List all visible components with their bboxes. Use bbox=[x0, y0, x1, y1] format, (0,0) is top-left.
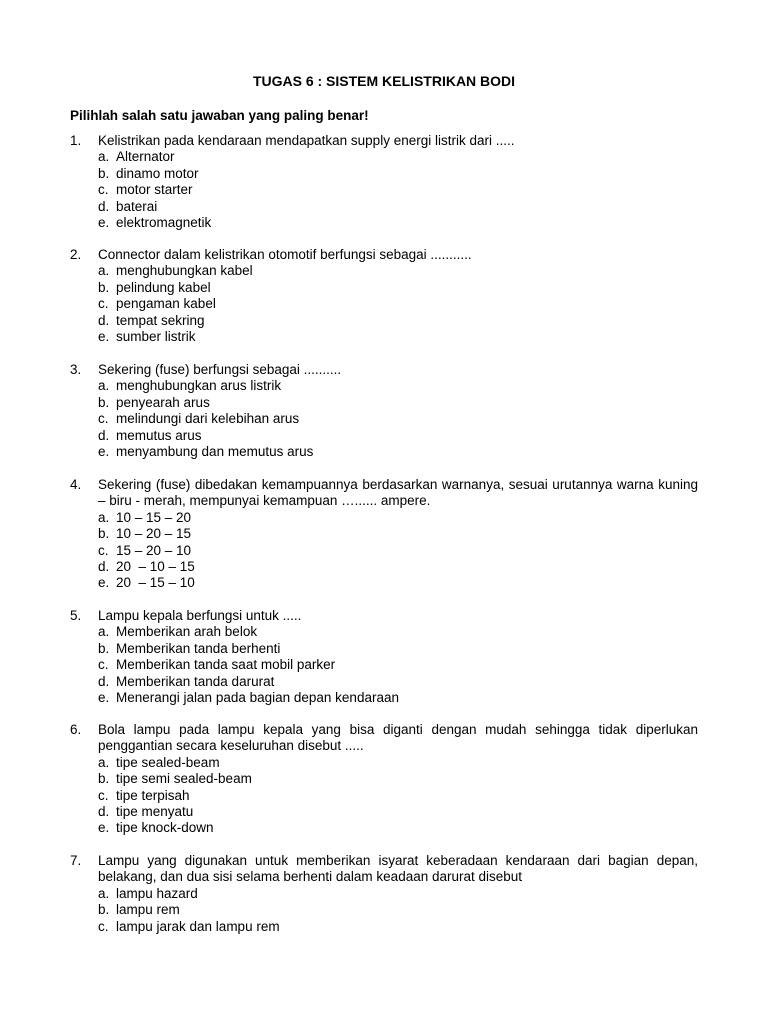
option-letter: d. bbox=[98, 804, 110, 820]
option-e[interactable] bbox=[98, 690, 698, 706]
option-b[interactable] bbox=[98, 771, 698, 787]
option-text: 20 – 15 – 10 bbox=[116, 575, 195, 591]
option-text: menyambung dan memutus arus bbox=[116, 444, 314, 460]
option-d[interactable] bbox=[98, 428, 698, 444]
option-text: 20 – 10 – 15 bbox=[116, 559, 195, 575]
option-letter: d. bbox=[98, 312, 110, 328]
question-2 bbox=[70, 247, 698, 345]
question-text: Lampu yang digunakan untuk memberikan isyarat keberadaan kendaraan dari bagian depan, belakang, dan dua sisi selama berhenti dalam keadaan darurat disebut bbox=[98, 853, 698, 885]
option-text: pelindung kabel bbox=[116, 279, 211, 295]
option-text: motor starter bbox=[116, 182, 193, 198]
option-a[interactable] bbox=[98, 755, 698, 771]
option-letter: a. bbox=[98, 149, 110, 165]
question-5 bbox=[70, 608, 698, 706]
option-letter: d. bbox=[98, 198, 110, 214]
question-text: Lampu kepala berfungsi untuk ..... bbox=[98, 608, 302, 623]
option-c[interactable] bbox=[98, 657, 698, 673]
option-d[interactable] bbox=[98, 804, 698, 820]
question-text: Kelistrikan pada kendaraan mendapatkan supply energi listrik dari ..... bbox=[98, 133, 515, 148]
option-text: Memberikan tanda berhenti bbox=[116, 640, 281, 656]
option-letter: c. bbox=[98, 296, 109, 312]
option-text: Menerangi jalan pada bagian depan kendaraan bbox=[116, 690, 399, 706]
option-letter: d. bbox=[98, 673, 110, 689]
option-text: tipe terpisah bbox=[116, 787, 190, 803]
question-number: 6. bbox=[70, 722, 82, 737]
question-6 bbox=[70, 722, 698, 837]
question-text: Sekering (fuse) dibedakan kemampuannya berdasarkan warnanya, sesuai urutannya warna kuning – biru - merah, mempunyai kemampuan …...... ampere. bbox=[98, 477, 698, 509]
option-letter: a. bbox=[98, 754, 110, 770]
option-a[interactable] bbox=[98, 149, 698, 165]
option-a[interactable] bbox=[98, 624, 698, 640]
option-c[interactable] bbox=[98, 296, 698, 312]
question-text: Bola lampu pada lampu kepala yang bisa diganti dengan mudah sehingga tidak diperlukan penggantian secara keseluruhan disebut ..... bbox=[98, 722, 698, 754]
option-letter: e. bbox=[98, 215, 110, 231]
option-e[interactable] bbox=[98, 820, 698, 836]
option-d[interactable] bbox=[98, 313, 698, 329]
option-d[interactable] bbox=[98, 199, 698, 215]
option-d[interactable] bbox=[98, 674, 698, 690]
option-letter: d. bbox=[98, 427, 110, 443]
option-a[interactable] bbox=[98, 886, 698, 902]
option-text: Memberikan tanda darurat bbox=[116, 673, 275, 689]
option-letter: b. bbox=[98, 640, 110, 656]
option-letter: c. bbox=[98, 542, 109, 558]
question-number: 5. bbox=[70, 608, 82, 623]
option-letter: e. bbox=[98, 820, 110, 836]
option-e[interactable] bbox=[98, 444, 698, 460]
page-title: TUGAS 6 : SISTEM KELISTRIKAN BODI bbox=[252, 73, 516, 89]
option-b[interactable] bbox=[98, 902, 698, 918]
option-text: menghubungkan kabel bbox=[116, 263, 253, 279]
option-letter: c. bbox=[98, 411, 109, 427]
option-list bbox=[70, 149, 698, 231]
option-letter: d. bbox=[98, 559, 110, 575]
option-a[interactable] bbox=[98, 263, 698, 279]
option-letter: a. bbox=[98, 263, 110, 279]
option-letter: b. bbox=[98, 279, 110, 295]
option-e[interactable] bbox=[98, 215, 698, 231]
option-text: tempat sekring bbox=[116, 312, 205, 328]
option-list bbox=[70, 624, 698, 706]
option-text: pengaman kabel bbox=[116, 296, 216, 312]
option-list bbox=[70, 755, 698, 837]
option-letter: c. bbox=[98, 918, 109, 934]
question-text: Connector dalam kelistrikan otomotif berfungsi sebagai ........... bbox=[98, 247, 472, 262]
option-text: tipe sealed-beam bbox=[116, 754, 220, 770]
question-number: 3. bbox=[70, 362, 82, 377]
option-letter: a. bbox=[98, 378, 110, 394]
option-letter: b. bbox=[98, 902, 110, 918]
option-letter: c. bbox=[98, 787, 109, 803]
option-letter: e. bbox=[98, 444, 110, 460]
option-c[interactable] bbox=[98, 788, 698, 804]
option-text: melindungi dari kelebihan arus bbox=[116, 411, 300, 427]
option-c[interactable] bbox=[98, 411, 698, 427]
option-a[interactable] bbox=[98, 378, 698, 394]
option-text: lampu jarak dan lampu rem bbox=[116, 918, 280, 934]
option-letter: b. bbox=[98, 526, 110, 542]
option-text: Memberikan arah belok bbox=[116, 624, 258, 640]
option-letter: b. bbox=[98, 394, 110, 410]
option-text: 10 – 20 – 15 bbox=[116, 526, 192, 542]
option-text: penyearah arus bbox=[116, 394, 210, 410]
option-text: lampu hazard bbox=[116, 885, 198, 901]
option-text: 10 – 15 – 20 bbox=[116, 509, 192, 525]
option-text: tipe knock-down bbox=[116, 820, 214, 836]
question-3 bbox=[70, 362, 698, 460]
question-number: 1. bbox=[70, 133, 82, 148]
option-list bbox=[70, 263, 698, 345]
option-text: baterai bbox=[116, 198, 158, 214]
option-d[interactable] bbox=[98, 559, 698, 575]
option-b[interactable] bbox=[98, 526, 698, 542]
question-number: 2. bbox=[70, 247, 82, 262]
option-list bbox=[70, 378, 698, 460]
option-b[interactable] bbox=[98, 641, 698, 657]
option-text: Memberikan tanda saat mobil parker bbox=[116, 657, 336, 673]
instruction-text: Pilihlah salah satu jawaban yang paling benar! bbox=[70, 108, 369, 123]
option-b[interactable] bbox=[98, 166, 698, 182]
question-number: 7. bbox=[70, 853, 82, 868]
option-b[interactable] bbox=[98, 395, 698, 411]
option-letter: e. bbox=[98, 329, 110, 345]
option-letter: a. bbox=[98, 885, 110, 901]
option-list bbox=[70, 510, 698, 592]
question-4 bbox=[70, 477, 698, 592]
option-text: menghubungkan arus listrik bbox=[116, 378, 282, 394]
option-letter: c. bbox=[98, 182, 109, 198]
option-letter: e. bbox=[98, 690, 110, 706]
question-text: Sekering (fuse) berfungsi sebagai .......... bbox=[98, 362, 342, 377]
option-letter: b. bbox=[98, 165, 110, 181]
option-text: lampu rem bbox=[116, 902, 180, 918]
option-letter: c. bbox=[98, 657, 109, 673]
option-e[interactable] bbox=[98, 329, 698, 345]
option-a[interactable] bbox=[98, 510, 698, 526]
option-list bbox=[70, 886, 698, 935]
option-text: memutus arus bbox=[116, 427, 202, 443]
option-letter: b. bbox=[98, 771, 110, 787]
option-letter: a. bbox=[98, 509, 110, 525]
option-text: tipe semi sealed-beam bbox=[116, 771, 252, 787]
option-b[interactable] bbox=[98, 280, 698, 296]
question-7 bbox=[70, 853, 698, 935]
option-c[interactable] bbox=[98, 543, 698, 559]
option-text: sumber listrik bbox=[116, 329, 196, 345]
option-letter: e. bbox=[98, 575, 110, 591]
option-text: 15 – 20 – 10 bbox=[116, 542, 192, 558]
option-e[interactable] bbox=[98, 575, 698, 591]
option-letter: a. bbox=[98, 624, 110, 640]
option-text: elektromagnetik bbox=[116, 215, 212, 231]
question-1 bbox=[70, 133, 698, 231]
option-c[interactable] bbox=[98, 919, 698, 935]
option-text: tipe menyatu bbox=[116, 804, 194, 820]
question-number: 4. bbox=[70, 477, 82, 492]
option-text: Alternator bbox=[116, 149, 175, 165]
option-c[interactable] bbox=[98, 182, 698, 198]
option-text: dinamo motor bbox=[116, 165, 199, 181]
